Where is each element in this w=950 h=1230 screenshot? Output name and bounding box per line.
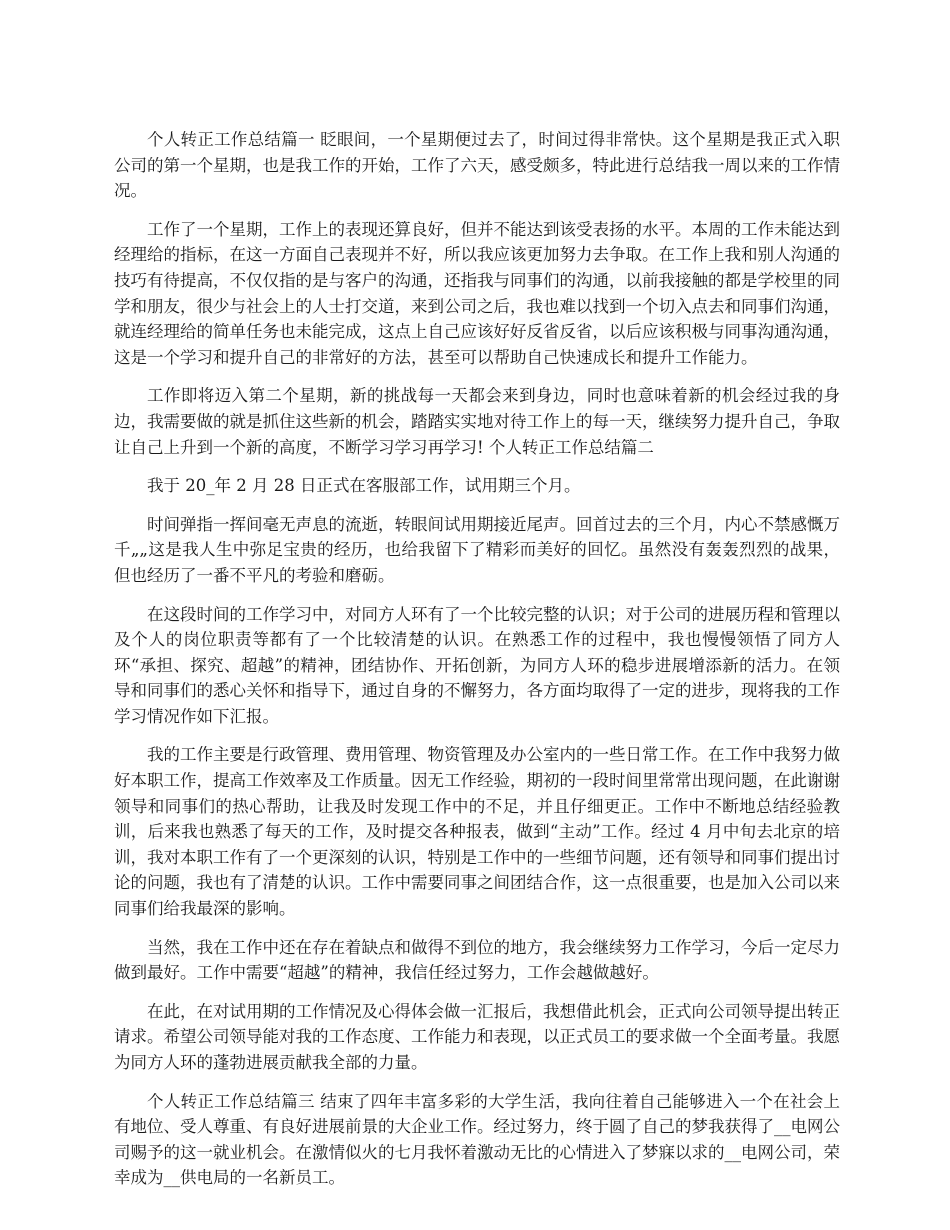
paragraph: 我的工作主要是行政管理、费用管理、物资管理及办公室内的一些日常工作。在工作中我努力做好本职工作，提高工作效率及工作质量。因无工作经验，期初的一段时间里常常出现问题，在此谢谢领导和同事们的热心帮助，让我及时发现工作中的不足，并且仔细更正。工作中不断地总结经验教训，后来我也熟悉了每天的工作，及时提交各种报表，做到“主动”工作。经过 4 月中旬去北京的培训，我对本职工作有了一个更深刻的认识，特别是工作中的一些细节问题，还有领导和同事们提出讨论的问题，我也有了清楚的认识。工作中需要同事之间团结合作，这一点很重要，也是加入公司以来同事们给我最深的影响。: [114, 745, 840, 919]
paragraph: 在此，在对试用期的工作情况及心得体会做一汇报后，我想借此机会，正式向公司领导提出转正请求。希望公司领导能对我的工作态度、工作能力和表现，以正式员工的要求做一个全面考量。我愿为同方人环的蓬勃进展贡献我全部的力量。: [114, 1001, 840, 1072]
paragraph: 个人转正工作总结篇三 结束了四年丰富多彩的大学生活，我向往着自己能够进入一个在社会上有地位、受人尊重、有良好进展前景的大企业工作。经过努力，终于圆了自己的梦我获得了__电网公司赐予的这一就业机会。在激情似火的七月我怀着激动无比的心情进入了梦寐以求的__电网公司，荣幸成为__供电局的一名新员工。: [114, 1091, 840, 1188]
document-body: [114, 127, 840, 1204]
paragraph: 个人转正工作总结篇一 眨眼间，一个星期便过去了，时间过得非常快。这个星期是我正式入职公司的第一个星期，也是我工作的开始，工作了六天，感受颇多，特此进行总结我一周以来的工作情况。: [114, 130, 840, 201]
paragraph: 工作了一个星期，工作上的表现还算良好，但并不能达到该受表扬的水平。本周的工作未能达到经理给的指标，在这一方面自己表现并不好，所以我应该更加努力去争取。在工作上我和别人沟通的技巧有待提高，不仅仅指的是与客户的沟通，还指我与同事们的沟通，以前我接触的都是学校里的同学和朋友，很少与社会上的人士打交道，来到公司之后，我也难以找到一个切入点去和同事们沟通，就连经理给的简单任务也未能完成，这点上自己应该好好反省反省，以后应该积极与同事沟通沟通，这是一个学习和提升自己的非常好的方法，甚至可以帮助自己快速成长和提升工作能力。: [114, 219, 840, 367]
paragraph: 在这段时间的工作学习中，对同方人环有了一个比较完整的认识；对于公司的进展历程和管理以及个人的岗位职责等都有了一个比较清楚的认识。在熟悉工作的过程中，我也慢慢领悟了同方人环“承担、探究、超越”的精神，团结协作、开拓创新，为同方人环的稳步进展增添新的活力。在领导和同事们的悉心关怀和指导下，通过自身的不懈努力，各方面均取得了一定的进步，现将我的工作学习情况作如下汇报。: [114, 604, 840, 726]
paragraph: 当然，我在工作中还在存在着缺点和做得不到位的地方，我会继续努力工作学习，今后一定尽力做到最好。工作中需要“超越”的精神，我信任经过努力，工作会越做越好。: [114, 937, 840, 983]
paragraph: 我于 20_年 2 月 28 日正式在客服部工作，试用期三个月。: [147, 476, 581, 496]
paragraph: 工作即将迈入第二个星期，新的挑战每一天都会来到身边，同时也意味着新的机会经过我的身边，我需要做的就是抓住这些新的机会，踏踏实实地对待工作上的每一天，继续努力提升自己，争取让自己上升到一个新的高度，不断学习学习再学习! 个人转正工作总结篇二: [114, 386, 840, 457]
paragraph: 时间弹指一挥间毫无声息的流逝，转眼间试用期接近尾声。回首过去的三个月，内心不禁感慨万千„„这是我人生中弥足宝贵的经历，也给我留下了精彩而美好的回忆。虽然没有轰轰烈烈的战果，但也经历了一番不平凡的考验和磨砺。: [114, 514, 840, 585]
